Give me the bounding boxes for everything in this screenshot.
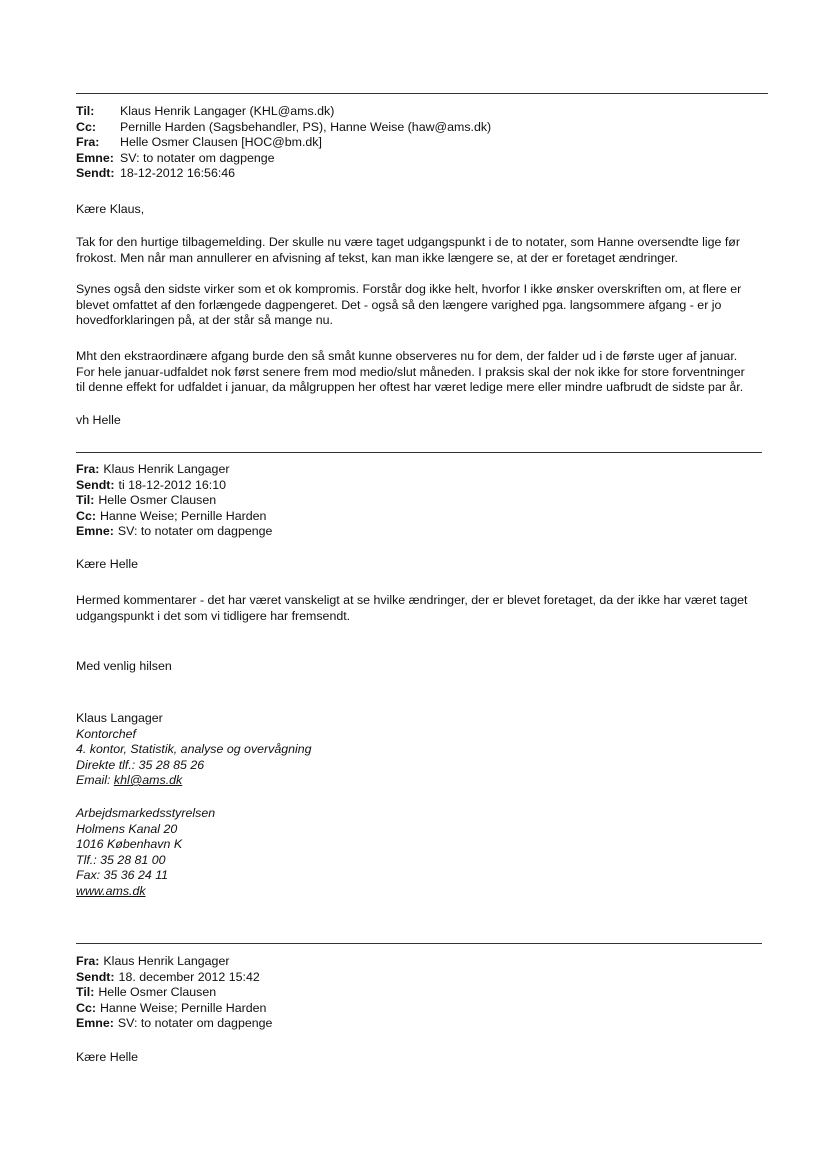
header-cc: Cc: Hanne Weise; Pernille Harden	[76, 508, 267, 523]
header-to: Til: Klaus Henrik Langager (KHL@ams.dk)	[76, 104, 335, 118]
email-header	[76, 954, 272, 1032]
body-paragraph: Synes også den sidste virker som et ok kompromis. Forstår dog ikke helt, hvorfor I ikke ønsker overskriften om, at flere er blevet omfattet af den forlængede dagpengeret. Det - også så den længere varighed pga. langsommere afgang - er jo hovedforklaringen på, at der står så mange nu.	[76, 282, 742, 327]
separator-line	[76, 943, 762, 944]
signature-email: Email: khl@ams.dk	[76, 773, 183, 787]
signature	[76, 711, 766, 789]
signature-phone: Direkte tlf.: 35 28 85 26	[76, 757, 205, 772]
signature-org: Arbejdsmarkedsstyrelsen	[76, 806, 216, 820]
greeting: Kære Klaus,	[76, 202, 145, 216]
email-link[interactable]: khl@ams.dk	[113, 773, 183, 787]
body-paragraph: Tak for den hurtige tilbagemelding. Der skulle nu være taget udgangspunkt i de to notater, som Hanne oversendte lige før frokost. Men når man annullerer en afvisning af tekst, kan man ikke længere se, at der er foretaget ændringer.	[76, 235, 740, 265]
email-header	[76, 104, 491, 182]
header-to: Til: Helle Osmer Clausen	[76, 985, 217, 999]
header-from: Fra: Klaus Henrik Langager	[76, 954, 230, 968]
header-cc: Cc: Hanne Weise; Pernille Harden	[76, 1000, 267, 1015]
website-link[interactable]: www.ams.dk	[76, 883, 146, 898]
header-sent: Sendt: 18-12-2012 16:56:46	[76, 166, 236, 180]
greeting: Kære Helle	[76, 557, 138, 571]
signature-city: 1016 København K	[76, 837, 183, 851]
header-subject: Emne: SV: to notater om dagpenge	[76, 1016, 273, 1030]
signature-title: Kontorchef	[76, 726, 136, 741]
header-from: Fra: Helle Osmer Clausen [HOC@bm.dk]	[76, 135, 322, 149]
body-paragraph: Mht den ekstraordinære afgang burde den så småt kunne observeres nu for dem, der falder ud i de første uger af januar. For hele januar-udfaldet nok først senere frem mod medio/slut måneden. I praksis skal der nok ikke for store forventninger til denne effekt for udfaldet i januar, da målgruppen her oftest har været ledige mere eller mindre uafbrudt de sidste par år.	[76, 349, 745, 394]
closing: Med venlig hilsen	[76, 659, 172, 673]
header-sent: Sendt: 18. december 2012 15:42	[76, 969, 260, 984]
signature-address	[76, 806, 766, 899]
greeting: Kære Helle	[76, 1050, 138, 1064]
signature-fax: Fax: 35 36 24 11	[76, 868, 169, 882]
body-paragraph: Hermed kommentarer - det har været vanskeligt at se hvilke ændringer, der er blevet foretaget, da der ikke har været taget udgangspunkt i det som vi tidligere har fremsendt.	[76, 593, 748, 623]
header-to: Til: Helle Osmer Clausen	[76, 493, 217, 507]
email-header	[76, 462, 272, 540]
signature-name: Klaus Langager	[76, 711, 163, 725]
signoff: vh Helle	[76, 413, 121, 427]
signature-street: Holmens Kanal 20	[76, 821, 178, 836]
separator-line	[76, 452, 762, 453]
signature-tel: Tlf.: 35 28 81 00	[76, 852, 166, 867]
signature-office: 4. kontor, Statistik, analyse og overvågning	[76, 742, 312, 756]
header-cc: Cc: Pernille Harden (Sagsbehandler, PS), Hanne Weise (haw@ams.dk)	[76, 119, 492, 134]
header-subject: Emne: SV: to notater om dagpenge	[76, 524, 273, 538]
header-sent: Sendt: ti 18-12-2012 16:10	[76, 477, 227, 492]
header-from: Fra: Klaus Henrik Langager	[76, 462, 230, 476]
header-subject: Emne: SV: to notater om dagpenge	[76, 150, 275, 165]
separator-line	[76, 93, 768, 94]
